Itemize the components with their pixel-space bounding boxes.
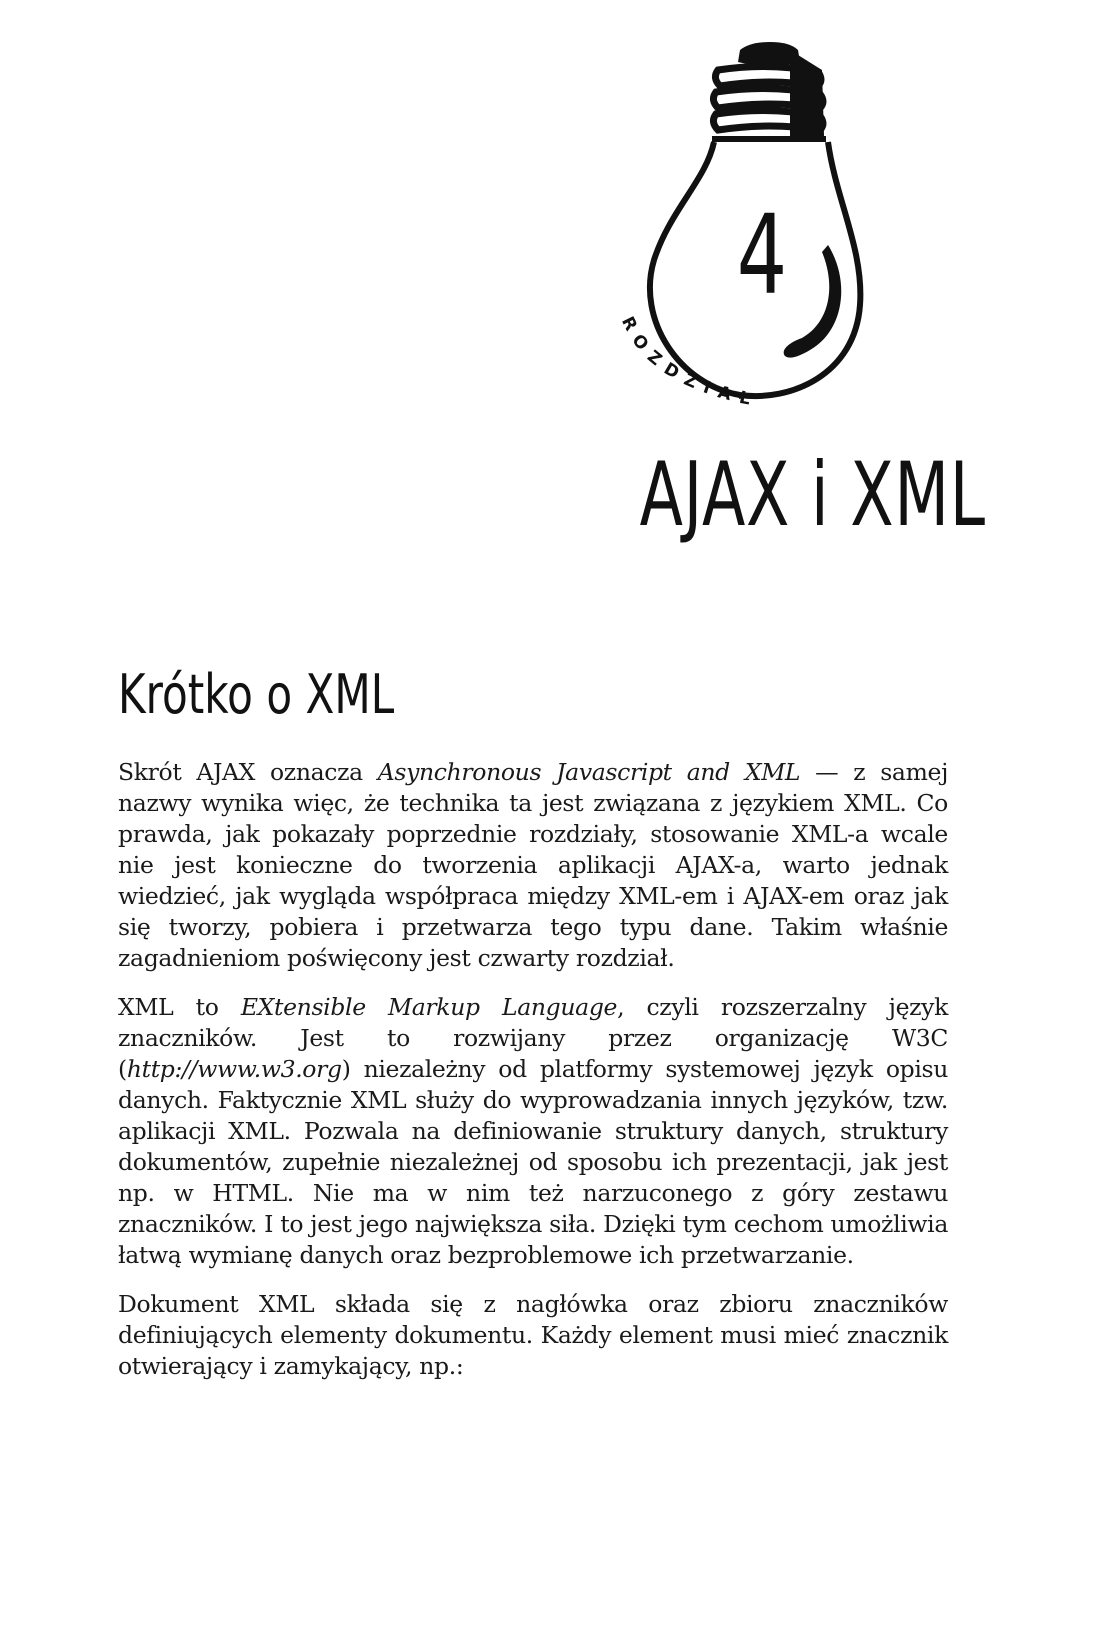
chapter-word: ROZDZIAŁ — [617, 313, 761, 412]
paragraph-text: ) niezależny od platformy systemowej język opisu danych. Faktycznie XML służy do wyprowadzania innych języków, tzw. aplikacji XML. Pozwala na definiowanie struktury danych, struktury dokumentów, zupełnie niezależnej od sposobu ich prezentacji, jak jest np. w HTML. Nie ma w nim też narzuconego z góry zestawu znaczników. I to jest jego największa siła. Dzięki tym cechom umożliwia łatwą wymianę danych oraz bezproblemowe ich przetwarzanie. — [118, 1055, 948, 1269]
paragraph-text: XML to — [118, 993, 241, 1021]
paragraph-text: , czyli rozszerzalny język znaczników. Jest to rozwijany przez organizację W3C ( — [118, 993, 948, 1083]
paragraph-text: — z samej nazwy wynika więc, że technika ta jest związana z językiem XML. Co prawda, jak pokazały poprzednie rozdziały, stosowanie XML-a wcale nie jest konieczne do tworzenia aplikacji AJAX-a, warto jednak wiedzieć, jak wygląda współpraca między XML-em i AJAX-em oraz jak się tworzy, pobiera i przetwarza tego typu dane. Takim właśnie zagadnieniom poświęcony jest czwarty rozdział. — [118, 758, 949, 972]
paragraph-emphasis: Asynchronous Javascript and XML — [377, 758, 801, 786]
section-title: Krótko o XML — [118, 663, 395, 726]
paragraph — [118, 1289, 948, 1382]
svg-text:ROZDZIAŁ — [617, 314, 761, 412]
paragraph — [118, 992, 948, 1271]
paragraph — [118, 757, 948, 974]
chapter-title: AJAX i XML — [639, 443, 986, 546]
chapter-label — [600, 300, 820, 430]
paragraph-emphasis: EXtensible Markup Language — [240, 993, 618, 1021]
paragraph-url: http://www.w3.org — [126, 1055, 342, 1083]
chapter-number: 4 — [736, 191, 788, 319]
paragraph-text: Dokument XML składa się z nagłówka oraz zbioru znaczników definiujących elementy dokumentu. Każdy element musi mieć znacznik otwierający i zamykający, np.: — [118, 1290, 948, 1380]
paragraph-text: Skrót AJAX oznacza — [118, 758, 378, 786]
body-text — [118, 757, 948, 1400]
